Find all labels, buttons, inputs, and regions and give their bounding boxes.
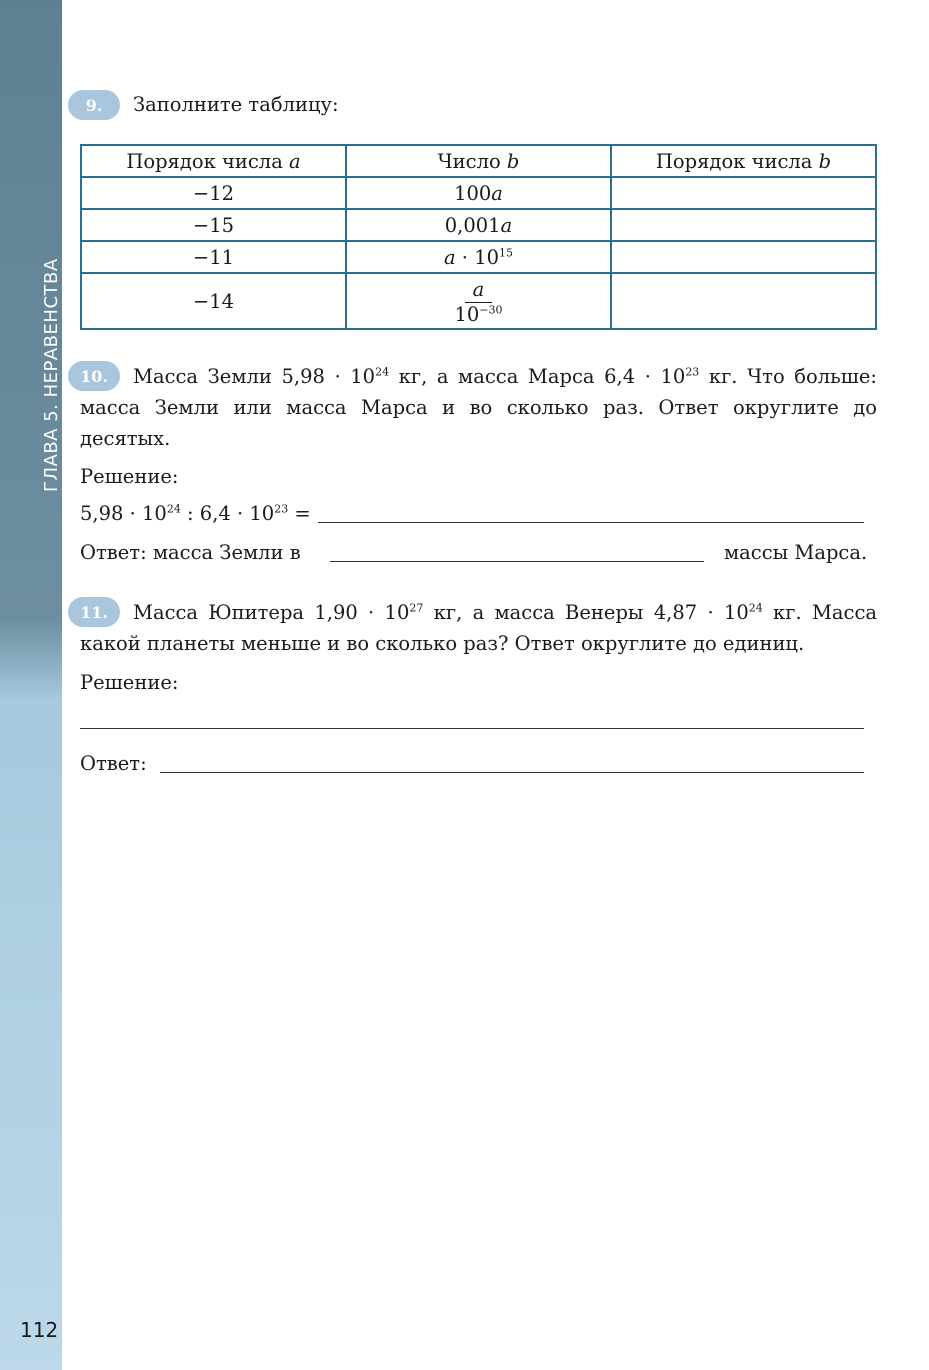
task-11-statement: Масса Юпитера $1,90 \cdot 10^{27}$ кг, а масса Венеры $4,87 \cdot 10^{24}$ кг. Масса какой планеты меньше и во сколько раз? Ответ округлите до единиц. <box>80 601 878 655</box>
task-11-solution-label: Решение: <box>80 671 179 694</box>
table-row <box>81 209 876 241</box>
header-order-a: Порядок числа a <box>81 145 346 177</box>
task-11-number-badge: 11. <box>68 597 120 627</box>
task-10-answer-line[interactable] <box>330 561 704 562</box>
order-b-blank-cell[interactable] <box>611 209 876 241</box>
table-row <box>81 177 876 209</box>
table-row <box>81 241 876 273</box>
number-b-cell: 0,001a <box>346 209 611 241</box>
order-a-cell: −11 <box>81 241 346 273</box>
task-10-statement: Масса Земли $5,98 \cdot 10^{24}$ кг, а масса Марса $6,4 \cdot 10^{23}$ кг. Что больше: масса Земли или масса Марса и во сколько раз. Ответ округлите до десятых. <box>80 365 877 450</box>
number-b-cell <box>346 273 611 329</box>
header-number-b: Число b <box>346 145 611 177</box>
task-11-answer-label: Ответ: <box>80 752 147 775</box>
order-a-cell: −12 <box>81 177 346 209</box>
task-10-answer-suffix: массы Марса. <box>724 541 868 564</box>
number-b-cell: $a \cdot 10^{15}$ <box>346 241 611 273</box>
task-9-prompt: Заполните таблицу: <box>133 93 339 116</box>
table-header-row <box>81 145 876 177</box>
page-number: 112 <box>20 1318 59 1342</box>
chapter-sidebar <box>0 0 62 1370</box>
task-10-solution-line[interactable] <box>318 522 864 523</box>
table-row <box>81 273 876 329</box>
task-10-expression: $5,98 \cdot 10^{24}$ : $6,4 \cdot 10^{23}$ = <box>80 502 311 525</box>
task-11-answer-line[interactable] <box>160 772 864 773</box>
header-order-b: Порядок числа b <box>611 145 876 177</box>
fraction: $\frac{a}{10^{-30}}$ <box>454 277 503 326</box>
task-11-solution-line[interactable] <box>80 728 864 729</box>
order-b-blank-cell[interactable] <box>611 177 876 209</box>
task-9-number-badge: 9. <box>68 90 120 120</box>
number-b-cell: 100a <box>346 177 611 209</box>
chapter-title: ГЛАВА 5. НЕРАВЕНСТВА <box>41 258 62 492</box>
order-b-blank-cell[interactable] <box>611 241 876 273</box>
order-a-cell: −15 <box>81 209 346 241</box>
task-10-answer-prefix: Ответ: масса Земли в <box>80 541 301 564</box>
order-a-cell: −14 <box>81 273 346 329</box>
task-10-solution-label: Решение: <box>80 465 179 488</box>
order-b-blank-cell[interactable] <box>611 273 876 329</box>
fill-in-table <box>80 144 877 330</box>
task-10-number-badge: 10. <box>68 361 120 391</box>
